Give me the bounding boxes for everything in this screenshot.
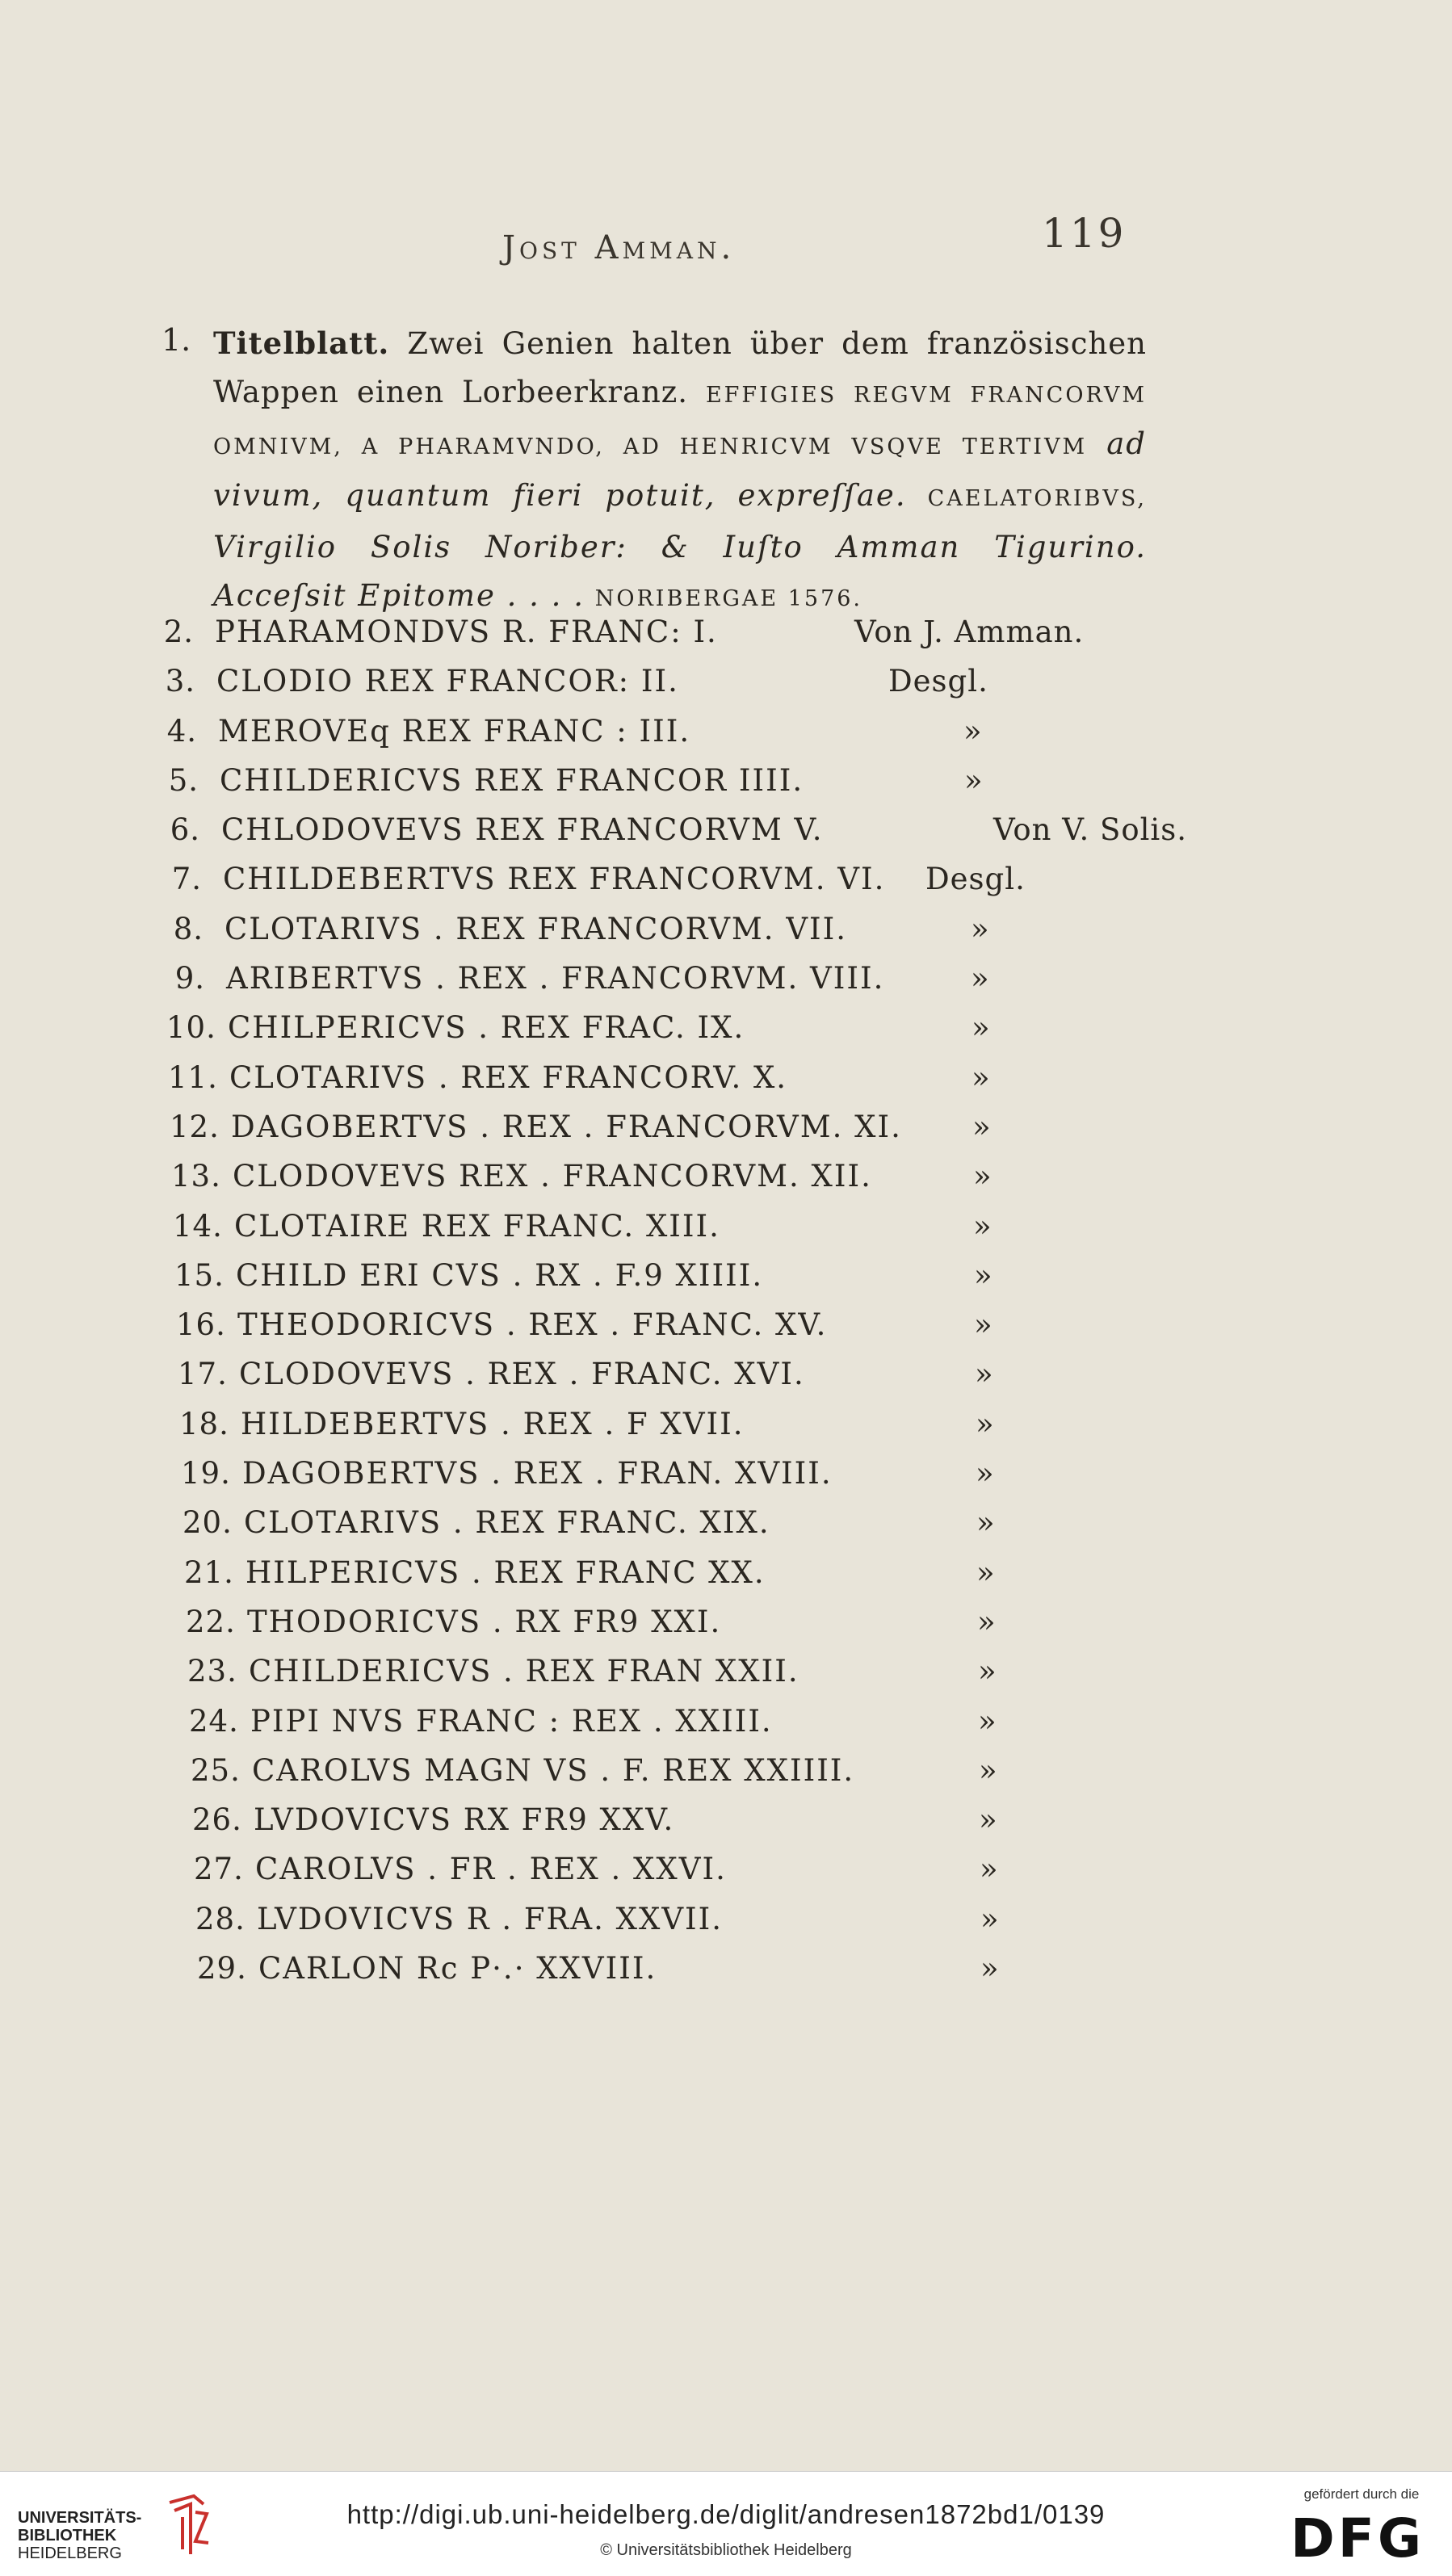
list-item-inscription: THEODORICVS . REX . FRANC. XV. [237,1307,828,1343]
list-item-inscription: PHARAMONDVS R. FRANC: I. [215,615,718,649]
entry-imprint: NORIBERGAE 1576. [594,586,863,611]
list-item [162,1647,1131,1696]
list-item-number: 15. [174,1257,225,1293]
list-item [162,657,1131,706]
list-item-attribution: » [971,1059,991,1095]
list-item [162,1697,1131,1746]
list-item-attribution: » [980,1951,1000,1987]
list-item [162,1003,1131,1052]
list-item [162,1300,1131,1349]
list-item [162,1449,1131,1498]
entry-lead: Titelblatt. [213,325,390,361]
list-item [162,1399,1131,1449]
list-item-inscription: LVDOVICVS R . FRA. XXVII. [257,1901,724,1936]
list-item [162,1152,1131,1201]
list-item-inscription: CHILPERICVS . REX FRAC. IX. [228,1010,745,1046]
list-item-attribution: » [973,1159,992,1194]
entry-italic-title: ad vivum, quantum fieri potuit, expreſſae. [213,426,1147,513]
list-item-attribution: » [974,1307,993,1343]
list-item [162,756,1131,805]
list-item-attribution: » [979,1802,998,1838]
list-item-number: 22. [186,1604,236,1639]
list-item-attribution: » [971,1010,991,1046]
list-item-inscription: CLODOVEVS . REX . FRANC. XVI. [239,1357,805,1392]
entry-italic-engravers: Virgilio Solis Noriber: & Iuſto Amman Tigurino. Acceſsit Epitome . . . . [213,530,1147,613]
list-item [162,1844,1131,1894]
list-item-number: 21. [184,1554,234,1590]
list-item-inscription: CLOTAIRE REX FRANC. XIII. [234,1208,720,1244]
entry-caps-engravers: CAELATORIBVS, [927,486,1147,511]
list-item [162,1202,1131,1251]
footer-bar [0,2471,1452,2576]
list-item-attribution: » [980,1901,1000,1936]
list-item-attribution: » [971,961,990,996]
list-item [162,1053,1131,1102]
list-item-attribution: » [964,762,984,798]
list-item-attribution: » [977,1604,997,1639]
list-item-attribution: Desgl. [888,664,988,699]
list-item-inscription: THODORICVS . RX FR9 XXI. [247,1604,722,1639]
entry-caps-title: EFFIGIES REGVM FRANCORVM OMNIVM, A PHARAMVNDO, AD HENRICVM VSQVE TERTIVM [213,383,1147,459]
list-item-inscription: DAGOBERTVS . REX . FRANCORVM. XI. [231,1109,902,1144]
list-item-inscription: CLODOVEVS REX . FRANCORVM. XII. [233,1159,872,1194]
list-item-inscription: HILDEBERTVS . REX . F XVII. [241,1406,745,1441]
list-item-number: 16. [176,1307,226,1343]
permalink-url[interactable]: http://digi.ub.uni-heidelberg.de/diglit/andresen1872bd1/0139 [346,2499,1106,2529]
copyright-notice: © Universitätsbibliothek Heidelberg [600,2541,852,2559]
list-item-number: 26. [192,1802,242,1838]
list-item [162,904,1131,954]
list-item-inscription: PIPI NVS FRANC : REX . XXIII. [250,1703,773,1739]
list-item-attribution: » [972,1109,992,1144]
list-item-attribution: » [978,1654,997,1689]
list-item-inscription: CHILD ERI CVS . RX . F.9 XIIII. [236,1257,764,1293]
list-item-attribution: » [978,1703,997,1739]
list-item-number: 14. [173,1208,223,1244]
list-item-attribution: » [963,713,983,749]
list-item-attribution: » [975,1357,994,1392]
list-item-attribution: » [976,1406,995,1441]
list-item [162,1102,1131,1152]
list-item-number: 23. [187,1654,237,1689]
list-item-number: 20. [183,1505,233,1541]
list-item-attribution: » [971,911,990,946]
list-item-inscription: LVDOVICVS RX FR9 XXV. [254,1802,675,1838]
list-item-attribution: » [976,1554,996,1590]
running-title: Jost Amman. [502,229,736,266]
list-item-number: 4. [166,713,197,749]
list-item-inscription: ARIBERTVS . REX . FRANCORVM. VIII. [226,961,885,996]
library-line-2: BIBLIOTHEK [18,2527,117,2545]
list-item [162,1597,1131,1647]
list-item-inscription: CHILDERICVS REX FRANCOR IIII. [220,762,804,798]
list-item-number: 7. [171,862,202,897]
list-item [162,805,1188,854]
entry-number: 1. [162,322,191,358]
list-item-inscription: CLOTARIVS . REX FRANCORVM. VII. [225,911,848,946]
list-item-number: 10. [166,1010,216,1046]
list-item [162,1746,1131,1795]
list-item-number: 13. [171,1159,221,1194]
list-item-attribution: » [980,1852,999,1887]
list-item-attribution: Von V. Solis. [993,812,1188,848]
list-item-number: 29. [197,1951,247,1987]
list-item [162,954,1131,1003]
list-item-inscription: CHLODOVEVS REX FRANCORVM V. [221,812,824,848]
list-item-number: 24. [189,1703,239,1739]
list-item-number: 17. [178,1357,228,1392]
list-item-inscription: HILPERICVS . REX FRANC XX. [245,1554,766,1590]
list-item-inscription: CLODIO REX FRANCOR: II. [216,664,679,699]
entry-description [213,319,1147,623]
list-item-inscription: CAROLVS MAGN VS . F. REX XXIIII. [252,1752,855,1788]
list-item-attribution: Von J. Amman. [854,615,1085,649]
list-item [162,707,1131,756]
list-item-attribution: » [974,1257,993,1293]
list-item-number: 8. [173,911,204,946]
list-item-attribution: » [976,1505,996,1541]
list-item-inscription: MEROVEq REX FRANC : III. [218,713,691,749]
library-line-1: UNIVERSITÄTS- [18,2509,142,2527]
library-line-3: HEIDELBERG [18,2545,122,2562]
list-item-number: 25. [191,1752,241,1788]
list-item [162,1944,1131,1993]
dfg-logo[interactable] [1289,2486,1434,2570]
list-item-inscription: CLOTARIVS . REX FRANCORV. X. [229,1059,788,1095]
list-item-number: 9. [174,961,205,996]
list-item [162,854,1131,904]
list-item-number: 11. [168,1059,218,1095]
list-item [162,607,1131,657]
list-item-inscription: DAGOBERTVS . REX . FRAN. XVIII. [242,1456,833,1491]
list-item-attribution: Desgl. [925,862,1026,897]
list-item-inscription: CHILDERICVS . REX FRAN XXII. [249,1654,799,1689]
list-item [162,1349,1131,1399]
list-item-number: 18. [179,1406,229,1441]
page-header [485,207,1452,271]
dfg-caption: gefördert durch die [1303,2486,1420,2502]
list-item-inscription: CHILDEBERTVS REX FRANCORVM. VI. [223,862,886,897]
list-item-inscription: CLOTARIVS . REX FRANC. XIX. [244,1505,770,1541]
list-item [162,1251,1131,1300]
list-item-attribution: » [976,1456,995,1491]
list-item-inscription: CAROLVS . FR . REX . XXVI. [255,1852,727,1887]
list-item-number: 28. [195,1901,245,1936]
list-item-number: 19. [181,1456,231,1491]
list-item-number: 6. [170,812,200,848]
list-item-number: 3. [165,664,195,699]
list-item [162,1498,1131,1547]
catalogue-entry-1 [162,319,1147,623]
portrait-list [162,607,1188,1993]
list-item-inscription: CARLON Rc P·.· XXVIII. [258,1951,657,1987]
list-item [162,1795,1131,1844]
entry-text: Zwei Genien halten über dem französischen Wappen einen Lorbeerkranz. [213,326,1148,409]
list-item-number: 5. [168,762,199,798]
list-item-number: 12. [170,1109,220,1144]
list-item-attribution: » [979,1752,998,1788]
list-item-number: 2. [163,615,194,649]
list-item-number: 27. [194,1852,244,1887]
page-number: 119 [1042,210,1127,257]
list-item [162,1548,1131,1597]
dfg-wordmark: DFG [1290,2507,1425,2570]
list-item-attribution: » [973,1208,992,1244]
list-item [162,1894,1131,1944]
